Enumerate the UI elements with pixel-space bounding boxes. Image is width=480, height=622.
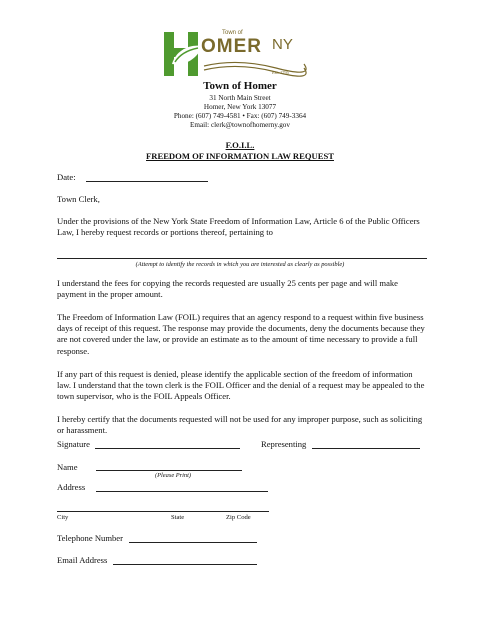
records-field[interactable] bbox=[57, 258, 427, 259]
certify-paragraph: I hereby certify that the documents requested will not be used for any improper purpose, such as soliciting or harassment. bbox=[57, 414, 423, 436]
name-field[interactable] bbox=[96, 470, 242, 471]
signature-label: Signature bbox=[57, 439, 90, 449]
email-label: Email Address bbox=[57, 555, 108, 565]
logo-name: OMER bbox=[201, 36, 262, 57]
city-label: City bbox=[57, 514, 69, 521]
date-label: Date: bbox=[57, 172, 76, 182]
response-paragraph: The Freedom of Information Law (FOIL) requires that an agency respond to a request within five business days of receipt of this request. The response may provide the documents, deny the documents because they are not covered under the law, or provide an estimate as to the amount of time necessary to provide a full response. bbox=[57, 312, 425, 356]
please-print-hint: (Please Print) bbox=[155, 472, 192, 479]
salutation: Town Clerk, bbox=[57, 194, 100, 204]
foil-acronym: F.O.I.L. bbox=[225, 140, 255, 150]
address-field[interactable] bbox=[96, 491, 268, 492]
address-label: Address bbox=[57, 482, 86, 492]
fees-paragraph: I understand the fees for copying the records requested are usually 25 cents per page and will make payment in the proper amount. bbox=[57, 278, 398, 300]
town-logo bbox=[158, 28, 308, 80]
address-line-1: 31 North Main Street bbox=[209, 94, 271, 102]
logo-town-of: Town of bbox=[222, 30, 243, 36]
signature-field[interactable] bbox=[95, 448, 240, 449]
address-line-2: Homer, New York 13077 bbox=[203, 103, 277, 111]
denial-paragraph: If any part of this request is denied, please identify the applicable section of the freedom of information law. I understand that the town clerk is the FOIL Officer and the denial of a request may be appealed to the town supervisor, who is the FOIL Appeals Officer. bbox=[57, 369, 425, 402]
phone-fax: Phone: (607) 749-4581 • Fax: (607) 749-3364 bbox=[173, 112, 307, 120]
name-label: Name bbox=[57, 462, 78, 472]
city-state-zip-field[interactable] bbox=[57, 511, 269, 512]
email-field[interactable] bbox=[113, 564, 257, 565]
form-title: FREEDOM OF INFORMATION LAW REQUEST bbox=[146, 151, 334, 161]
request-paragraph: Under the provisions of the New York State Freedom of Information Law, Article 6 of the Public Officers Law, I hereby request records or portions thereof, pertaining to bbox=[57, 216, 420, 238]
zip-label: Zip Code bbox=[226, 514, 251, 521]
representing-field[interactable] bbox=[312, 448, 420, 449]
logo-state: NY bbox=[272, 36, 293, 53]
org-name: Town of Homer bbox=[203, 80, 277, 92]
date-field[interactable] bbox=[86, 181, 208, 182]
records-hint: (Attempt to identify the records in which you are interested as clearly as possible) bbox=[135, 261, 345, 268]
logo-est: Est. 1795 bbox=[272, 70, 290, 75]
telephone-label: Telephone Number bbox=[57, 533, 123, 543]
email-line: Email: clerk@townofhomerny.gov bbox=[190, 121, 290, 129]
state-label: State bbox=[171, 514, 185, 521]
telephone-field[interactable] bbox=[129, 542, 257, 543]
representing-label: Representing bbox=[261, 439, 307, 449]
